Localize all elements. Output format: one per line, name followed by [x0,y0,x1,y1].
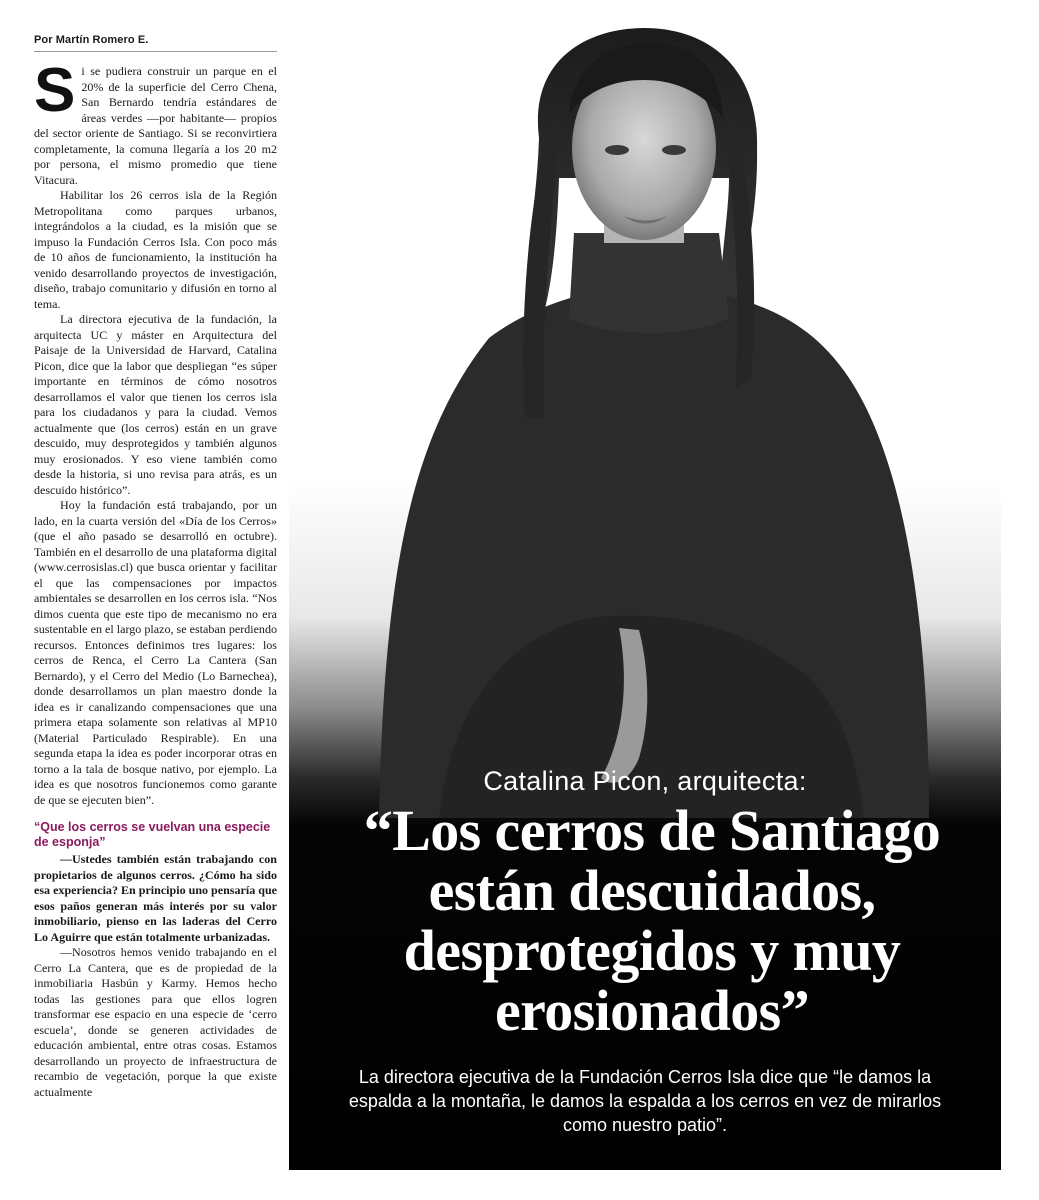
byline: Por Martín Romero E. [34,34,277,52]
drop-cap: S [34,56,76,125]
article-text-column [34,34,277,1176]
body-paragraph: La directora ejecutiva de la fundación, la arquitecta UC y máster en Arquitectura del Paisaje de la Universidad de Harvard, Catalina Picon, dice que la labor que despliegan “es súper importante en términos de cómo nosotros desarrollamos el valor que tienen los cerros isla para los ciudadanos y para la ciudad. Vemos actualmente que (los cerros) están en un grave descuido, muy desprotegidos y también algunos muy erosionados. Y eso viene también como desde la historia, si uno revisa para atrás, es un descuido histórico”. [34,312,277,497]
headline-block [289,766,1001,1137]
body-paragraph: Hoy la fundación está trabajando, por un lado, en la cuarta versión del «Día de los Cerros» (que el año pasado se desarrolló en octubre). También en el desarrollo de una plataforma digital (www.cerrosislas.cl) que busca orientar y facilitar el que las compensaciones por impactos ambientales se desarrollen en los cerros isla. “Nos dimos cuenta que este tipo de mecanismo no era sustentable en el largo plazo, se estaban perdiendo recursos. Entonces definimos tres lugares: los cerros de Renca, el Cerro La Cantera (San Bernardo), y el Cerro del Medio (Lo Barnechea), donde desarrollamos un plan maestro donde la idea es ir canalizando compensaciones que una primera etapa solamente son relativas al MP10 (Material Particulado Respirable). En una segunda etapa la idea es poder incorporar otras en torno a la tala de bosque nativo, por ejemplo. La idea es que nosotros funcionemos como garante de que se ejecuten bien”. [34,498,277,807]
lead-paragraph [34,56,277,188]
body-paragraph: Habilitar los 26 cerros isla de la Región Metropolitana como parques urbanos, integrándolos a la ciudad, es la misión que se impuso la Fundación Cerros Isla. Con poco más de 10 años de funcionamiento, la institución ha venido desarrollando proyectos de investigación, diseño, trabajo comunitario y difusión en torno al tema. [34,188,277,311]
article-body [34,56,277,1100]
lead-paragraph-text: i se pudiera construir un parque en el 20% de la superficie del Cerro Chena, San Bernardo tendría estándares de áreas verdes —por habitante— propios del sector oriente de Santiago. Si se reconvirtiera completamente, la comuna llegaría a los 20 m2 por persona, el mismo promedio que tiene Vitacura. [34,64,277,187]
kicker: Catalina Picon, arquitecta: [483,766,807,796]
section-subhead: “Que los cerros se vuelvan una especie de esponja” [34,820,271,849]
feature-photo-panel [289,18,1001,1170]
portrait-photo [289,18,1001,818]
deck: La directora ejecutiva de la Fundación Cerros Isla dice que “le damos la espalda a la montaña, le damos la espalda a los cerros en vez de mirarlos como nuestro patio”. [348,1067,942,1135]
interview-question: —Ustedes también están trabajando con propietarios de algunos cerros. ¿Cómo ha sido esa experiencia? En principio uno pensaría que esos paños generan más interés por su valor inmobiliario, pienso en las laderas del Cerro Lo Aguirre que están totalmente urbanizadas. [34,852,277,944]
headline: “Los cerros de Santiago están descuidados, desprotegidos y muy erosionados” [363,798,941,1043]
interview-answer: —Nosotros hemos venido trabajando en el Cerro La Cantera, que es de propiedad de la inmobiliaria Hasbún y Karmy. Hemos hecho todas las gestiones para que ellos logren transformar ese espacio en una especie de ‘cerro escuela’, donde se generen actividades de educación ambiental, entre otras cosas. Estamos desarrollando un proyecto de infraestructura de recambio de vegetación, porque la que existe actualmente [34,945,277,1099]
